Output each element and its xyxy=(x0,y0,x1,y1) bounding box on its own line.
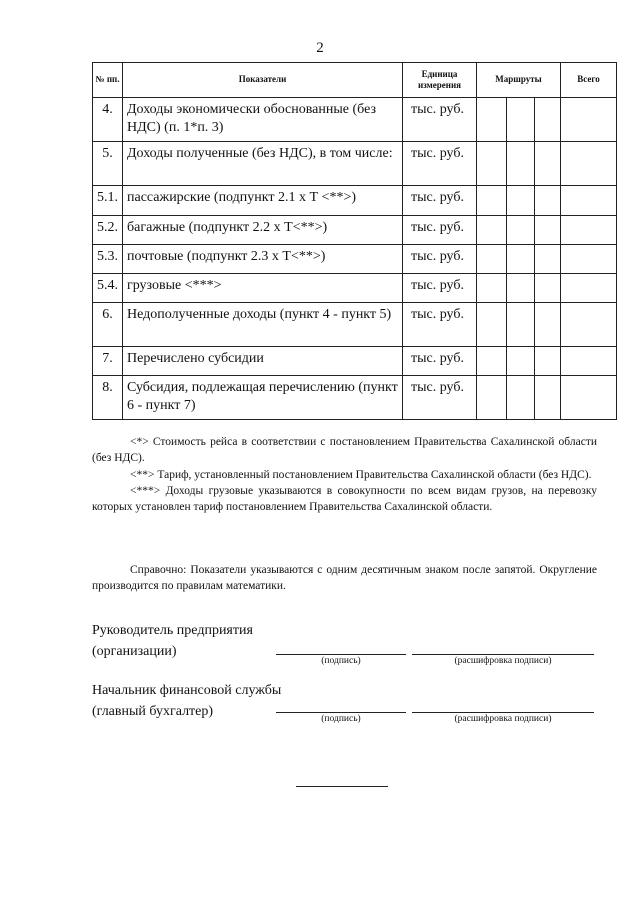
row-unit: тыс. руб. xyxy=(403,142,477,186)
route-cell xyxy=(535,303,561,347)
header-routes: Маршруты xyxy=(477,63,561,98)
total-cell xyxy=(561,216,617,245)
route-cell xyxy=(535,376,561,420)
signature-title-1-line2: (организации) xyxy=(92,644,177,659)
row-number: 6. xyxy=(93,303,123,347)
signature-title-2-line2: (главный бухгалтер) xyxy=(92,704,214,719)
table-row xyxy=(93,142,617,186)
row-unit: тыс. руб. xyxy=(403,216,477,245)
indicators-table xyxy=(92,62,617,420)
route-cell xyxy=(507,98,535,142)
row-indicator: почтовые (подпункт 2.3 х Т<**>) xyxy=(123,245,403,274)
row-number: 5.2. xyxy=(93,216,123,245)
reference-note: Справочно: Показатели указываются с одним десятичным знаком после запятой. Округление производится по правилам математики. xyxy=(92,564,597,593)
header-unit: Единица измерения xyxy=(403,63,477,98)
signature-title-2-line1: Начальник финансовой службы xyxy=(92,683,282,698)
route-cell xyxy=(477,142,507,186)
route-cell xyxy=(477,376,507,420)
table-row xyxy=(93,186,617,216)
route-cell xyxy=(477,347,507,376)
signature-title-1 xyxy=(92,620,253,662)
row-number: 5.4. xyxy=(93,274,123,303)
name-caption-2: (расшифровка подписи) xyxy=(454,714,552,724)
page-number: 2 xyxy=(316,40,324,56)
name-caption-1: (расшифровка подписи) xyxy=(454,656,552,666)
route-cell xyxy=(535,186,561,216)
footnote-1: <*> Стоимость рейса в соответствии с постановлением Правительства Сахалинской области (без НДС). xyxy=(92,436,597,465)
route-cell xyxy=(535,98,561,142)
row-number: 5.3. xyxy=(93,245,123,274)
total-cell xyxy=(561,347,617,376)
table-row xyxy=(93,347,617,376)
row-number: 5. xyxy=(93,142,123,186)
route-cell xyxy=(477,303,507,347)
header-num: № пп. xyxy=(93,63,123,98)
row-number: 7. xyxy=(93,347,123,376)
row-indicator: Субсидия, подлежащая перечислению (пункт 6 - пункт 7) xyxy=(123,376,403,420)
row-indicator: Недополученные доходы (пункт 4 - пункт 5) xyxy=(123,303,403,347)
route-cell xyxy=(535,274,561,303)
signature-caption-1: (подпись) xyxy=(321,656,361,666)
row-unit: тыс. руб. xyxy=(403,303,477,347)
name-line-1 xyxy=(412,654,594,655)
total-cell xyxy=(561,142,617,186)
name-line-2 xyxy=(412,712,594,713)
header-total: Всего xyxy=(561,63,617,98)
row-unit: тыс. руб. xyxy=(403,98,477,142)
row-unit: тыс. руб. xyxy=(403,274,477,303)
table-header-row xyxy=(93,63,617,98)
table-row xyxy=(93,245,617,274)
row-unit: тыс. руб. xyxy=(403,186,477,216)
signature-title-1-line1: Руководитель предприятия xyxy=(92,623,253,638)
row-indicator: Доходы экономически обоснованные (без НДС) (п. 1*п. 3) xyxy=(123,98,403,142)
route-cell xyxy=(477,216,507,245)
table-row xyxy=(93,274,617,303)
route-cell xyxy=(477,98,507,142)
row-unit: тыс. руб. xyxy=(403,245,477,274)
footnotes xyxy=(92,434,597,516)
route-cell xyxy=(535,347,561,376)
route-cell xyxy=(535,245,561,274)
route-cell xyxy=(507,142,535,186)
total-cell xyxy=(561,98,617,142)
footnote-3: <***> Доходы грузовые указываются в совокупности по всем видам грузов, на перевозку которых установлен тариф постановлением Правительства Сахалинской области. xyxy=(92,484,597,514)
route-cell xyxy=(507,347,535,376)
total-cell xyxy=(561,376,617,420)
table-row xyxy=(93,216,617,245)
signature-line-1 xyxy=(276,654,406,655)
row-number: 5.1. xyxy=(93,186,123,216)
signature-line-2 xyxy=(276,712,406,713)
route-cell xyxy=(535,216,561,245)
total-cell xyxy=(561,245,617,274)
signature-caption-2: (подпись) xyxy=(321,714,361,724)
row-indicator: багажные (подпункт 2.2 х Т<**>) xyxy=(123,216,403,245)
total-cell xyxy=(561,186,617,216)
route-cell xyxy=(507,376,535,420)
total-cell xyxy=(561,274,617,303)
row-indicator: Перечислено субсидии xyxy=(123,347,403,376)
signature-title-2 xyxy=(92,680,281,722)
route-cell xyxy=(507,186,535,216)
table-row xyxy=(93,303,617,347)
route-cell xyxy=(535,142,561,186)
route-cell xyxy=(507,245,535,274)
route-cell xyxy=(507,303,535,347)
row-unit: тыс. руб. xyxy=(403,347,477,376)
table-row xyxy=(93,376,617,420)
header-indicators: Показатели xyxy=(123,63,403,98)
route-cell xyxy=(477,245,507,274)
row-indicator: Доходы полученные (без НДС), в том числе: xyxy=(123,142,403,186)
footnote-2: <**> Тариф, установленный постановлением Правительства Сахалинской области (без НДС). xyxy=(130,468,592,481)
row-unit: тыс. руб. xyxy=(403,376,477,420)
route-cell xyxy=(477,274,507,303)
end-line xyxy=(296,786,388,787)
row-indicator: грузовые <***> xyxy=(123,274,403,303)
table-row xyxy=(93,98,617,142)
total-cell xyxy=(561,303,617,347)
route-cell xyxy=(477,186,507,216)
row-indicator: пассажирские (подпункт 2.1 х Т <**>) xyxy=(123,186,403,216)
row-number: 8. xyxy=(93,376,123,420)
route-cell xyxy=(507,216,535,245)
row-number: 4. xyxy=(93,98,123,142)
route-cell xyxy=(507,274,535,303)
